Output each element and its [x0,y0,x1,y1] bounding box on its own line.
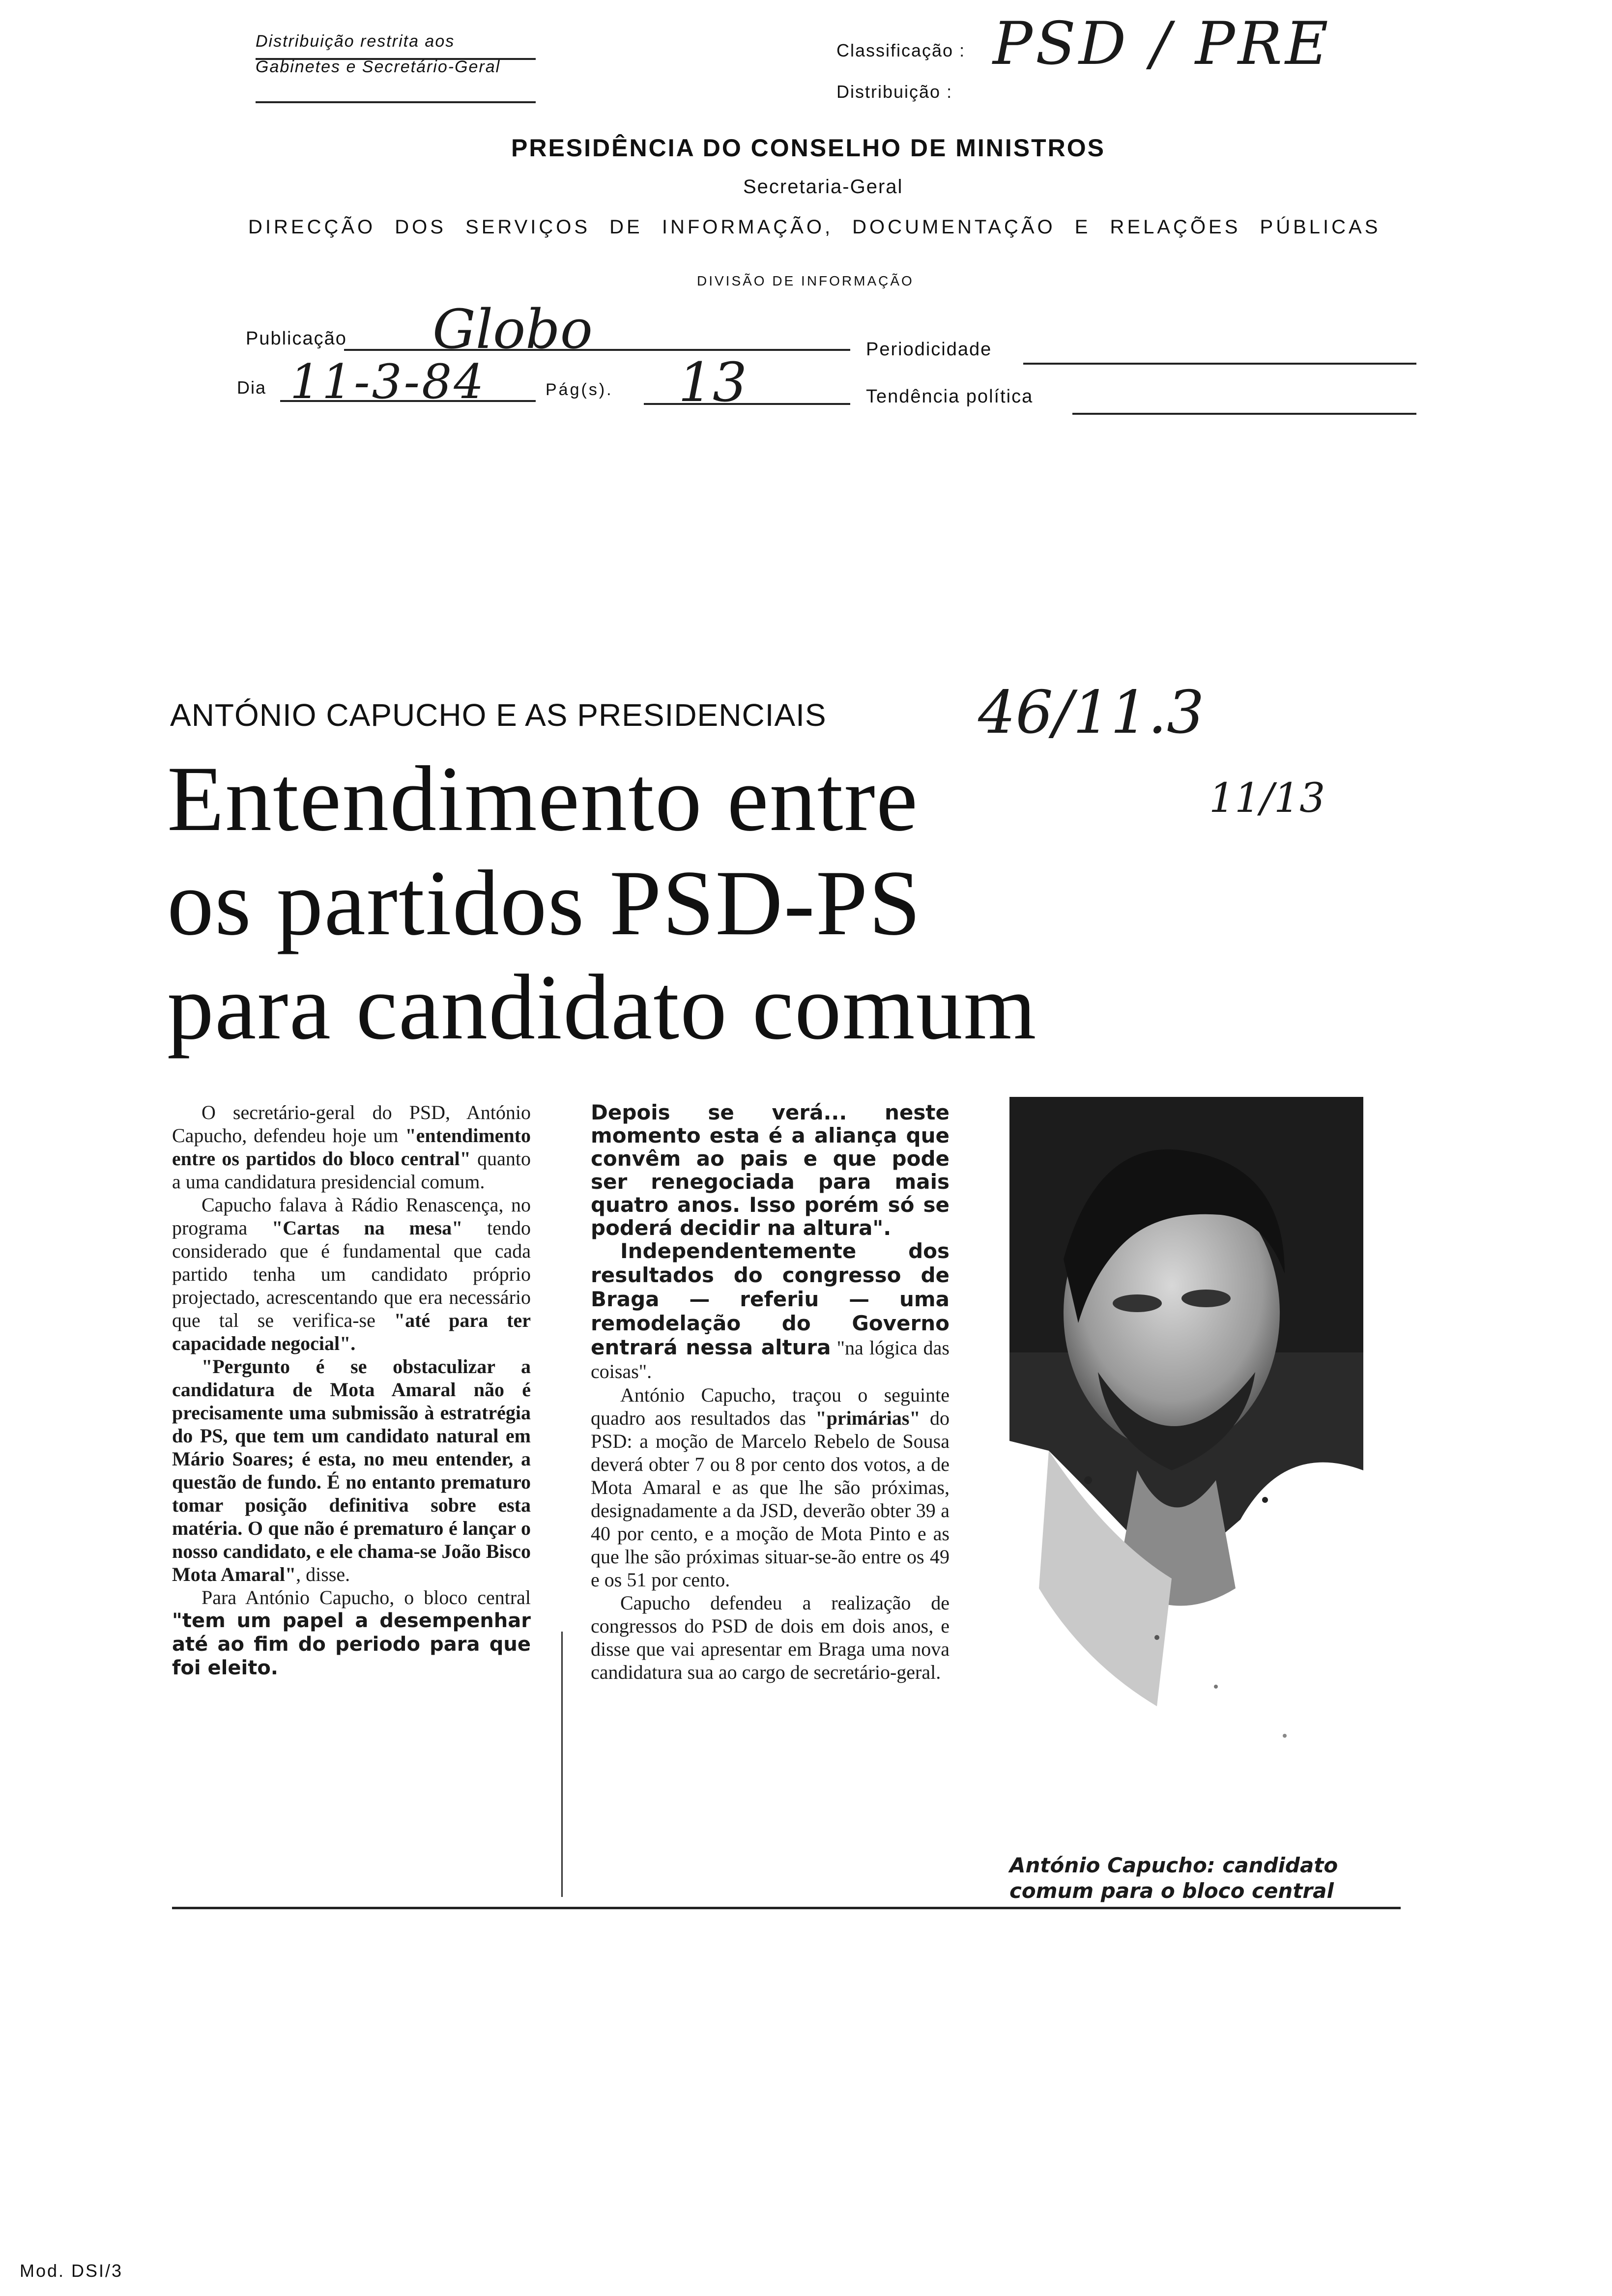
periodicidade-label: Periodicidade [866,339,992,360]
article-column-2 [591,1101,950,1684]
article-bottom-rule [172,1907,1401,1909]
col1-p2-text: Capucho falava à Rádio Renascença, no programa [172,1194,531,1239]
col1-p3-bold: "Pergunto é se obstaculizar a candidatura de Mota Amaral não é precisamente uma submissão à estratrégia do PS, que tem um candidato natural em Mário Soares; é esta, no meu entender, a questão de fundo. É no entanto prematuro tomar posição definitiva sobre esta matéria. O que não é prematuro é lançar o nosso candidato, e ele chama-se João Bisco Mota Amaral" [172,1355,531,1585]
distribution-underline [256,58,536,60]
col1-p3-end: , disse. [296,1563,350,1585]
archive-annotation-2: 11/13 [1209,775,1325,822]
col1-p1-text: O secretário-geral do PSD, António Capucho, defendeu hoje um [172,1101,531,1147]
org-subtitle: Secretaria-Geral [743,176,903,198]
archive-annotation: 46/11.3 [978,679,1205,747]
article-kicker: ANTÓNIO CAPUCHO E AS PRESIDENCIAIS [170,697,827,733]
dia-handwritten: 11-3-84 [290,354,486,409]
col2-paragraph-2 [591,1239,950,1383]
headline-line2: os partidos PSD-PS [167,852,922,955]
distribution-note [256,29,500,80]
col2-p3-text: António Capucho, traçou o seguinte quadro aos resultados das [591,1384,950,1429]
col2-paragraph-4: Capucho defendeu a realização de congressos do PSD de dois em dois anos, e disse que vai apresentar em Braga uma nova candidatura sua ao cargo de secretário-geral. [591,1592,950,1683]
distribution-note-line1: Distribuição restrita aos [256,32,455,51]
column-divider [561,1632,563,1897]
headline-line3: para candidato comum [167,956,1037,1059]
col1-p1-end: quanto a uma candidatura presidencial comum. [172,1148,531,1193]
col1-p2-mid: tendo considerado que é fundamental que cada partido tenha um candidato próprio projectado, acrescentando que era necessário que tal se verifica-se [172,1217,531,1331]
division-line: DIVISÃO DE INFORMAÇÃO [697,273,914,288]
col1-p4-text: Para António Capucho, o bloco central [202,1586,531,1608]
col2-paragraph-3 [591,1383,950,1591]
publicacao-handwritten: Globo [432,298,593,361]
tendencia-label: Tendência política [866,386,1034,407]
classificacao-label: Classificação : [836,40,966,60]
org-title: PRESIDÊNCIA DO CONSELHO DE MINISTROS [511,134,1106,162]
distribution-underline-2 [256,101,536,103]
publicacao-label: Publicação [246,328,347,349]
headline [167,747,1037,1060]
footer-code: Mod. DSI/3 [20,2261,123,2281]
portrait-photo [1009,1097,1363,1849]
col2-p3-end: do PSD: a moção de Marcelo Rebelo de Sousa deverá obter 7 ou 8 por cento dos votos, a de Mota Amaral e as que lhe são próximas, designadamente a da JSD, deverão obter 39 a 40 por cento, e a moção de Mota Pinto e as que lhe são próximas situar-se-ão entre os 49 e os 51 por cento. [591,1407,950,1591]
headline-line1: Entendimento entre [167,747,919,851]
col1-p1-bold: "entendimento entre os partidos do bloco central" [172,1124,531,1170]
photo-caption-line2: comum para o bloco central [1009,1879,1334,1903]
col1-p2-bold2: "até para ter capacidade negocial". [172,1309,531,1354]
pags-handwritten: 13 [678,351,747,414]
distribuicao-label: Distribuição : [836,82,953,102]
pags-label: Pág(s). [546,380,613,399]
direction-line: DIRECÇÃO DOS SERVIÇOS DE INFORMAÇÃO, DOCUMENTAÇÃO E RELAÇÕES PÚBLICAS [248,216,1381,238]
col1-paragraph-3 [172,1355,531,1586]
col1-p4-bold: "tem um papel a desempenhar até ao fim do periodo para que foi eleito. [172,1609,531,1679]
dia-label: Dia [237,377,267,398]
col2-p2-end: "na lógica das coisas". [591,1337,950,1382]
col1-p2-bold: "Cartas na mesa" [272,1217,463,1239]
classificacao-handwritten: PSD / PRE [993,10,1331,78]
col1-paragraph-1 [172,1101,531,1193]
col2-p3-bold: "primárias" [815,1407,921,1429]
publicacao-line [344,349,850,351]
distribution-note-line2: Gabinetes e Secretário-Geral [256,57,501,76]
portrait-photo-graphic [1009,1097,1363,1849]
article-column-1 [172,1101,531,1680]
col2-paragraph-1: Depois se verá... neste momento esta é a aliança que convêm ao pais e que pode ser renegociada para mais quatro anos. Isso porém só se poderá decidir na altura". [591,1100,950,1240]
col2-p2-bold: Independentemente dos resultados do congresso de Braga — referiu — uma remodelação do Governo entrará nessa altura [591,1239,950,1359]
tendencia-line [1072,413,1416,415]
photo-caption-line1: António Capucho: candidato [1009,1853,1338,1877]
photo-caption [1009,1853,1338,1904]
col1-paragraph-2 [172,1193,531,1355]
pags-line [644,403,850,405]
col1-paragraph-4 [172,1586,531,1680]
periodicidade-line [1023,363,1416,365]
